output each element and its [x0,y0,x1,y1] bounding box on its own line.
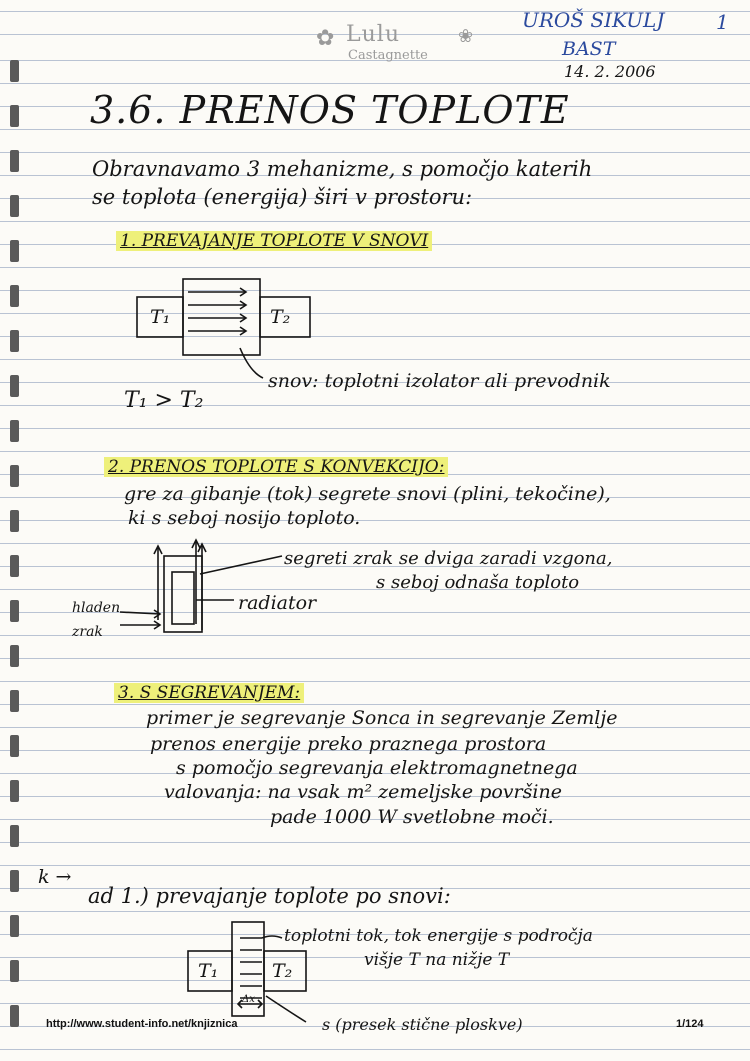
material-annotation: snov: toplotni izolator ali prevodnik [268,370,611,392]
section-2-line-1: gre za gibanje (tok) segrete snovi (plini, tekočine), [124,483,611,505]
flower-icon: ✿ [316,26,335,51]
source-link[interactable]: http://www.student-info.net/knjiznica [46,1018,238,1030]
addendum-t2-label: T₂ [272,960,293,982]
section-3-line-5: pade 1000 W svetlobne moči. [270,806,554,828]
heat-flow-note-1: toplotni tok, tok energije s področja [284,926,593,946]
convection-note-1: segreti zrak se dviga zaradi vzgona, [284,548,613,569]
bear-icon: ❀ [458,26,474,47]
conduction-diagram [137,279,310,378]
temperature-relation: T₁ > T₂ [124,388,204,413]
addendum-heading: ad 1.) prevajanje toplote po snovi: [88,884,451,908]
margin-mark: k → [38,866,72,888]
convection-diagram [120,540,282,632]
convection-note-2: s seboj odnaša toploto [376,572,580,593]
section-3-line-3: s pomočjo segrevanja elektromagnetnega [176,757,578,779]
cold-air-label-1: hladen [72,600,121,616]
logo-name: Lulu [346,22,400,47]
author-name: UROŠ SIKULJ [522,8,665,32]
t1-label: T₁ [150,306,171,328]
addendum-t1-label: T₁ [198,960,219,982]
note-date: 14. 2. 2006 [564,62,656,81]
page-title: 3.6. PRENOS TOPLOTE [90,88,570,132]
page-mark: 1 [716,10,729,34]
intro-line-2: se toplota (energija) širi v prostoru: [92,185,473,209]
conduction-block [183,279,260,355]
section-3-heading: 3. S SEGREVANJEM: [114,683,304,703]
t2-label: T₂ [270,306,291,328]
section-2-heading: 2. PRENOS TOPLOTE S KONVEKCIJO: [104,457,448,477]
section-3-line-1: primer je segrevanje Sonca in segrevanje Zemlje [146,707,618,729]
section-3-line-4: valovanja: na vsak m² zemeljske površine [164,781,562,803]
intro-line-1: Obravnavamo 3 mehanizme, s pomočjo katerih [92,157,593,181]
cold-air-label-2: zrak [72,624,103,640]
dx-label: Δx [242,994,255,1005]
radiator-shape [172,572,194,624]
section-2-line-2: ki s seboj nosijo toploto. [128,507,361,529]
section-1-heading: 1. PREVAJANJE TOPLOTE V SNOVI [116,231,432,251]
page-number: 1/124 [676,1018,704,1030]
author-subtitle: BAST [562,38,616,60]
radiator-label: radiator [238,592,317,614]
logo-subtitle: Castagnette [348,48,428,63]
heat-flow-note-2: višje T na nižje T [364,950,510,970]
cross-section-label: s (presek stične ploskve) [322,1015,523,1034]
section-3-line-2: prenos energije preko praznega prostora [150,733,547,755]
